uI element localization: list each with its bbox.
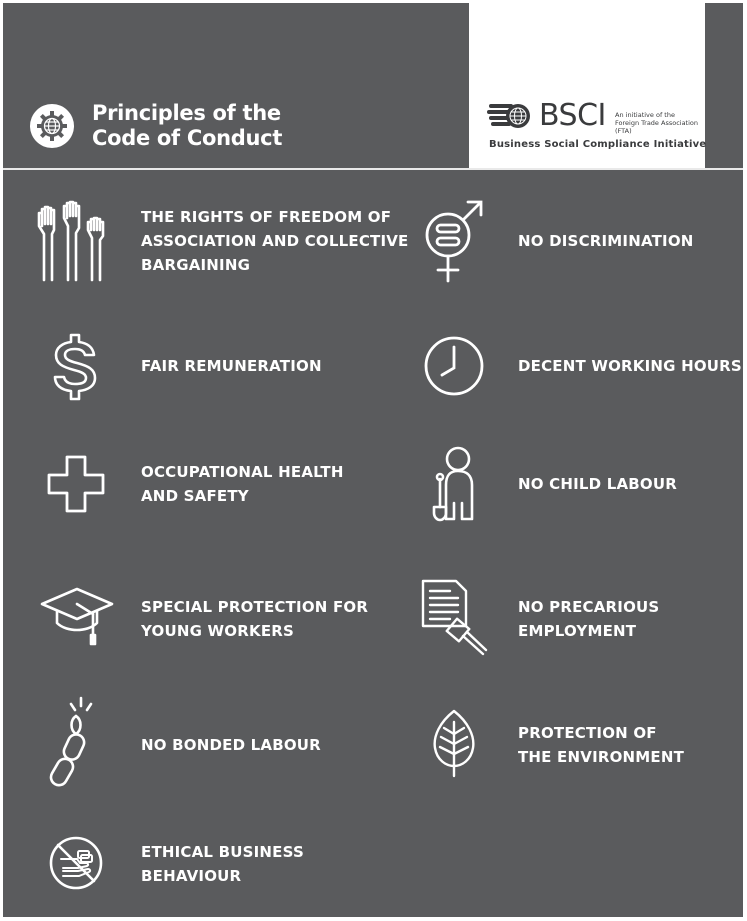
label-line: PROTECTION OF — [518, 724, 657, 742]
medical-cross-icon — [46, 454, 106, 514]
label-line: BEHAVIOUR — [141, 867, 242, 885]
globe-gear-icon — [29, 103, 75, 149]
clock-icon — [423, 335, 485, 397]
label-line: BARGAINING — [141, 256, 251, 274]
no-bribery-icon — [48, 835, 104, 891]
label-line: NO PRECARIOUS — [518, 598, 660, 616]
principle-label-no-precarious-employment — [518, 595, 659, 643]
hand-globe-logo — [487, 98, 537, 134]
principle-label-ethical-business-behaviour — [141, 840, 304, 888]
label-line: NO BONDED LABOUR — [141, 736, 321, 754]
principle-label-no-discrimination — [518, 229, 694, 253]
label-line: NO CHILD LABOUR — [518, 475, 677, 493]
label-line: THE RIGHTS OF FREEDOM OF — [141, 208, 392, 226]
principle-label-freedom-of-association — [141, 205, 409, 277]
principle-label-fair-remuneration — [141, 354, 322, 378]
bsci-full-name: Business Social Compliance Initiative — [489, 139, 707, 150]
gender-equality-icon — [420, 197, 490, 285]
label-line: DECENT WORKING HOURS — [518, 357, 742, 375]
label-line: OCCUPATIONAL HEALTH — [141, 463, 344, 481]
broken-chain-icon — [46, 696, 104, 794]
bsci-tagline: An initiative of the Foreign Trade Association (FTA) — [615, 111, 699, 135]
title-line-1: Principles of the — [92, 101, 281, 125]
label-line: NO DISCRIMINATION — [518, 232, 694, 250]
principle-label-protection-of-environment — [518, 721, 684, 769]
label-line: FAIR REMUNERATION — [141, 357, 322, 375]
principle-label-no-bonded-labour — [141, 733, 321, 757]
principle-label-no-child-labour — [518, 472, 677, 496]
title-line-2: Code of Conduct — [92, 126, 283, 150]
child-with-shovel-icon — [428, 445, 480, 523]
label-line: EMPLOYMENT — [518, 622, 637, 640]
header-divider — [3, 168, 743, 170]
bsci-logo-box — [469, 3, 705, 168]
label-line: SPECIAL PROTECTION FOR — [141, 598, 369, 616]
label-line: YOUNG WORKERS — [141, 622, 295, 640]
page-title — [92, 101, 282, 151]
principle-label-decent-working-hours — [518, 354, 742, 378]
contract-stamp-icon — [420, 578, 490, 658]
principle-label-young-workers — [141, 595, 368, 643]
dollar-sign-icon — [52, 333, 98, 401]
leaf-icon — [428, 708, 480, 778]
label-line: AND SAFETY — [141, 487, 249, 505]
label-line: THE ENVIRONMENT — [518, 748, 685, 766]
principle-label-occupational-health — [141, 460, 344, 508]
label-line: ETHICAL BUSINESS — [141, 843, 304, 861]
graduation-cap-icon — [40, 587, 114, 647]
raised-hands-icon — [36, 200, 116, 282]
bsci-wordmark: BSCI — [539, 98, 606, 133]
label-line: ASSOCIATION AND COLLECTIVE — [141, 232, 409, 250]
